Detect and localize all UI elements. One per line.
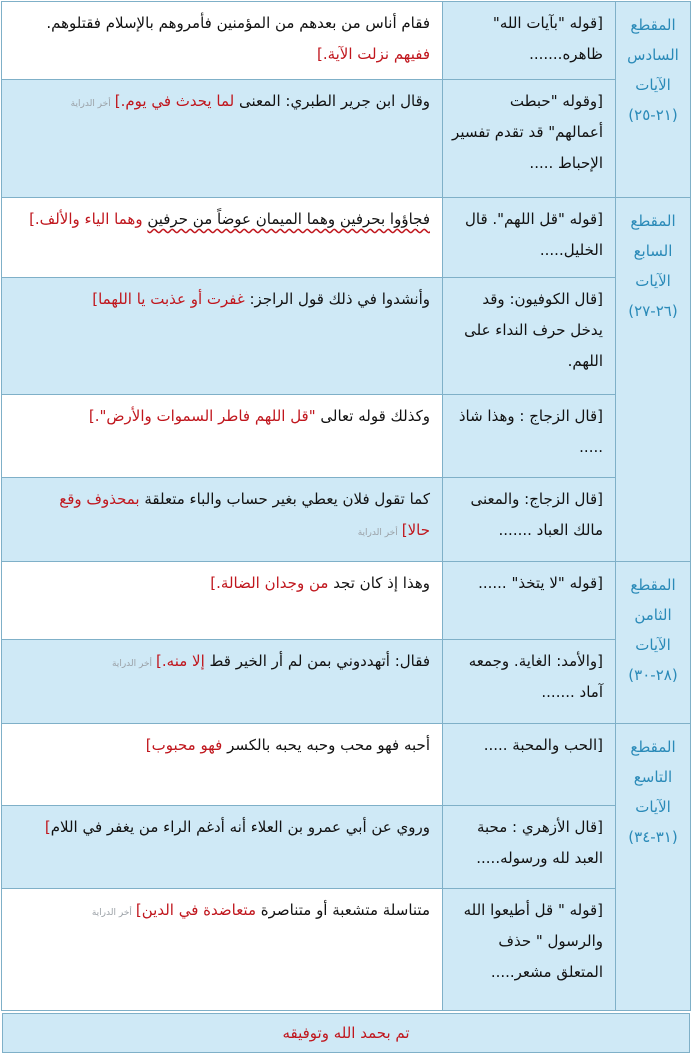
highlight-text: ففيهم نزلت الآية.] [316,45,430,63]
key-text: [قال الزجاج: والمعنى مالك العباد ....... [470,490,603,539]
section-label-line: (٢٨-٣٠) [628,666,678,684]
text-cell [2,395,443,478]
key-cell [443,724,616,806]
key-cell [443,80,616,198]
section-label-line: الآيات [635,798,671,816]
highlight-text: غفرت أو عذبت يا اللهما] [92,290,250,308]
explanation-text: فقام أناس من بعدهم من المؤمنين فأمروهم بالإسلام فقتلوهم. [46,14,430,32]
table-row [2,889,691,1011]
key-cell [443,478,616,562]
footer-text: تم بحمد الله وتوفيقه [282,1024,410,1042]
explanation-text: وهذا إذ كان تجد [333,574,430,592]
explanation-text: كما تقول فلان يعطي بغير حساب والباء متعلقة [144,490,430,508]
key-cell [443,198,616,278]
notes-table-body [2,2,691,1011]
highlight-text: من وجدان الضالة.] [210,574,334,592]
explanation-text: متناسلة متشعبة أو متناصرة [260,901,430,919]
table-row [2,278,691,395]
text-cell [2,278,443,395]
source-label: أخر الدراية [111,659,153,669]
text-cell [2,724,443,806]
text-cell [2,640,443,724]
highlight-text: فهو محبوب] [145,736,228,754]
section-label-line: الثامن [634,606,672,624]
section-label-line: (٣١-٣٤) [628,828,678,846]
key-cell [443,2,616,80]
key-text: [قوله "قل اللهم". قال الخليل..... [464,210,603,259]
notes-table [1,1,691,1011]
section-label-line: السابع [633,242,673,260]
table-row [2,80,691,198]
highlight-text: بمحذوف وقع حالا] [59,490,430,539]
text-cell [2,806,443,889]
key-cell [443,640,616,724]
source-label: أخر الدراية [91,908,132,918]
source-label: أخر الدراية [70,99,111,109]
key-text: [قوله "لا يتخذ" ...... [478,574,603,592]
key-cell [443,806,616,889]
table-row [2,198,691,278]
key-cell [443,395,616,478]
footer-banner [2,1013,690,1053]
table-row [2,478,691,562]
section-label-line: المقطع [630,576,676,594]
section-label-line: (٢١-٢٥) [628,106,678,124]
section-label-line: (٢٦-٢٧) [628,302,678,320]
table-row [2,724,691,806]
highlight-text: وهما الياء والألف.] [29,210,148,228]
key-text: [قوله "بآيات الله" ظاهره....... [492,14,603,63]
section-label-line: الآيات [635,76,671,94]
table-row [2,640,691,724]
key-text: [والأمد: الغاية. وجمعه آماد ....... [468,652,603,701]
explanation-text: وأنشدوا في ذلك قول الراجز: [249,290,430,308]
text-cell [2,198,443,278]
explanation-text: أحبه فهو محب وحبه يحبه بالكسر [227,736,430,754]
text-cell [2,80,443,198]
explanation-text: فقال: أتهددوني بمن لم أر الخير قط [209,652,430,670]
table-row [2,2,691,80]
table-row [2,562,691,640]
explanation-text: وكذلك قوله تعالى [320,407,430,425]
section-label-line: المقطع [630,738,676,756]
highlight-text: متعاضدة في الدين] [135,901,261,919]
key-cell [443,889,616,1011]
section-label-line: المقطع [630,16,676,34]
table-row [2,806,691,889]
section-label-line: التاسع [633,768,673,786]
highlight-text: لما يحدث في يوم.] [114,92,239,110]
explanation-text: وروي عن أبي عمرو بن العلاء أنه أدغم الراء من يغفر في اللام [50,818,430,836]
section-label [616,198,691,562]
section-label [616,724,691,1011]
section-label [616,562,691,724]
key-text: [قال الزجاج : وهذا شاذ ..... [458,407,603,456]
section-label [616,2,691,198]
section-label-line: الآيات [635,636,671,654]
key-text: [قال الأزهري : محبة العبد لله ورسوله..... [476,818,603,867]
key-cell [443,562,616,640]
text-cell [2,2,443,80]
section-label-line: المقطع [630,212,676,230]
source-label: أخر الدراية [357,528,398,538]
section-label-line: الآيات [635,272,671,290]
section-label-line: السادس [627,46,679,64]
key-text: [قال الكوفيون: وقد يدخل حرف النداء على اللهم. [464,290,603,370]
explanation-text: وقال ابن جرير الطبري: المعنى [238,92,430,110]
text-cell [2,889,443,1011]
text-cell [2,478,443,562]
table-row [2,395,691,478]
key-text: [الحب والمحبة ..... [483,736,603,754]
key-cell [443,278,616,395]
explanation-text: فجاؤوا بحرفين وهما الميمان عوضاً من حرفين [147,210,430,228]
key-text: [قوله " قل أطيعوا الله والرسول " حذف المتعلق مشعر..... [463,901,603,981]
highlight-text: إلا منه.] [156,652,210,670]
text-cell [2,562,443,640]
highlight-text: ] [44,818,51,836]
highlight-text: "قل اللهم فاطر السموات والأرض".] [88,407,321,425]
key-text: [وقوله "حبطت أعمالهم" قد تقدم تفسير الإحباط ..... [452,92,603,172]
